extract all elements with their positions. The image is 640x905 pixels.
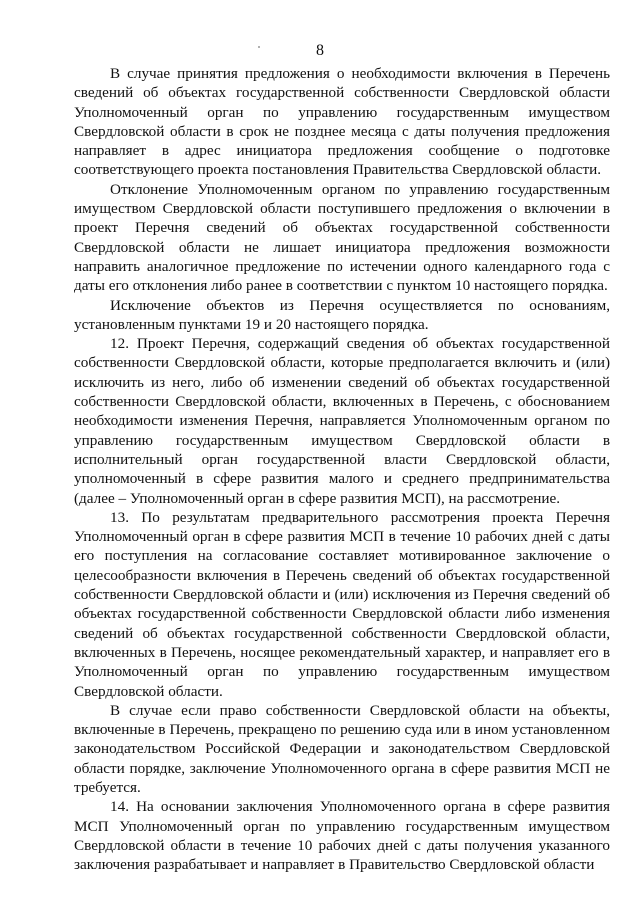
paragraph-inclusion-accepted: В случае принятия предложения о необходимости включения в Перечень сведений об объектах государственной собственности Свердловской области Уполномоченный орган по управлению государственным имуществом Свердловской области в срок не позднее месяца с даты получения предложения направляет в адрес инициатора предложения сообщение о подготовке соответствующего проекта постановления Правительства Свердловской области. [74,65,610,179]
paragraph-court-decision: В случае если право собственности Свердловской области на объекты, включенные в Перечень, прекращено по решению суда или в ином установленном законодательством Российской Федерации и законодательством Свердловской области порядке, заключение Уполномоченного органа в сфере развития МСП не требуется. [74,701,610,796]
document-body [74,64,610,874]
scan-dot [258,46,260,48]
page-number: 8 [316,42,324,59]
paragraph-rejection: Отклонение Уполномоченным органом по управлению государственным имуществом Свердловской области поступившего предложения о включении в проект Перечня сведений об объектах государственной собственности Свердловской области не лишает инициатора предложения возможности направить аналогичное предложение по истечении одного календарного года с даты его отклонения либо ранее в соответствии с пунктом 10 настоящего порядка. [74,180,610,295]
paragraph-item-12: 12. Проект Перечня, содержащий сведения об объектах государственной собственности Свердловской области, которые предполагается включить и (или) исключить из него, либо об изменении сведений об объектах государственной собственности Свердловской области, включенных в Перечень, с обоснованием необходимости изменения Перечня, направляется Уполномоченным органом по управлению государственным имуществом Свердловской области в исполнительный орган государственной власти Свердловской области, уполномоченный в сфере развития малого и среднего предпринимательства (далее – Уполномоченный орган в сфере развития МСП), на рассмотрение. [74,335,610,507]
paragraph-item-14: 14. На основании заключения Уполномоченного органа в сфере развития МСП Уполномоченный орган по управлению государственным имуществом Свердловской области в течение 10 рабочих дней с даты получения указанного заключения разрабатывает и направляет в Правительство Свердловской области [74,798,610,874]
paragraph-item-13: 13. По результатам предварительного рассмотрения проекта Перечня Уполномоченный орган в сфере развития МСП в течение 10 рабочих дней с даты его поступления на согласование составляет мотивированное заключение о целесообразности включения в Перечень сведений об объектах государственной собственности Свердловской области и (или) исключения из Перечня сведений об объектах государственной собственности Свердловской области либо изменения сведений об объектах государственной собственности Свердловской области, включенных в Перечень, носящее рекомендательный характер, и направляет его в Уполномоченный орган по управлению государственным имуществом Свердловской области. [74,508,610,700]
paragraph-exclusion: Исключение объектов из Перечня осуществляется по основаниям, установленным пунктами 19 и 20 настоящего порядка. [74,296,610,333]
